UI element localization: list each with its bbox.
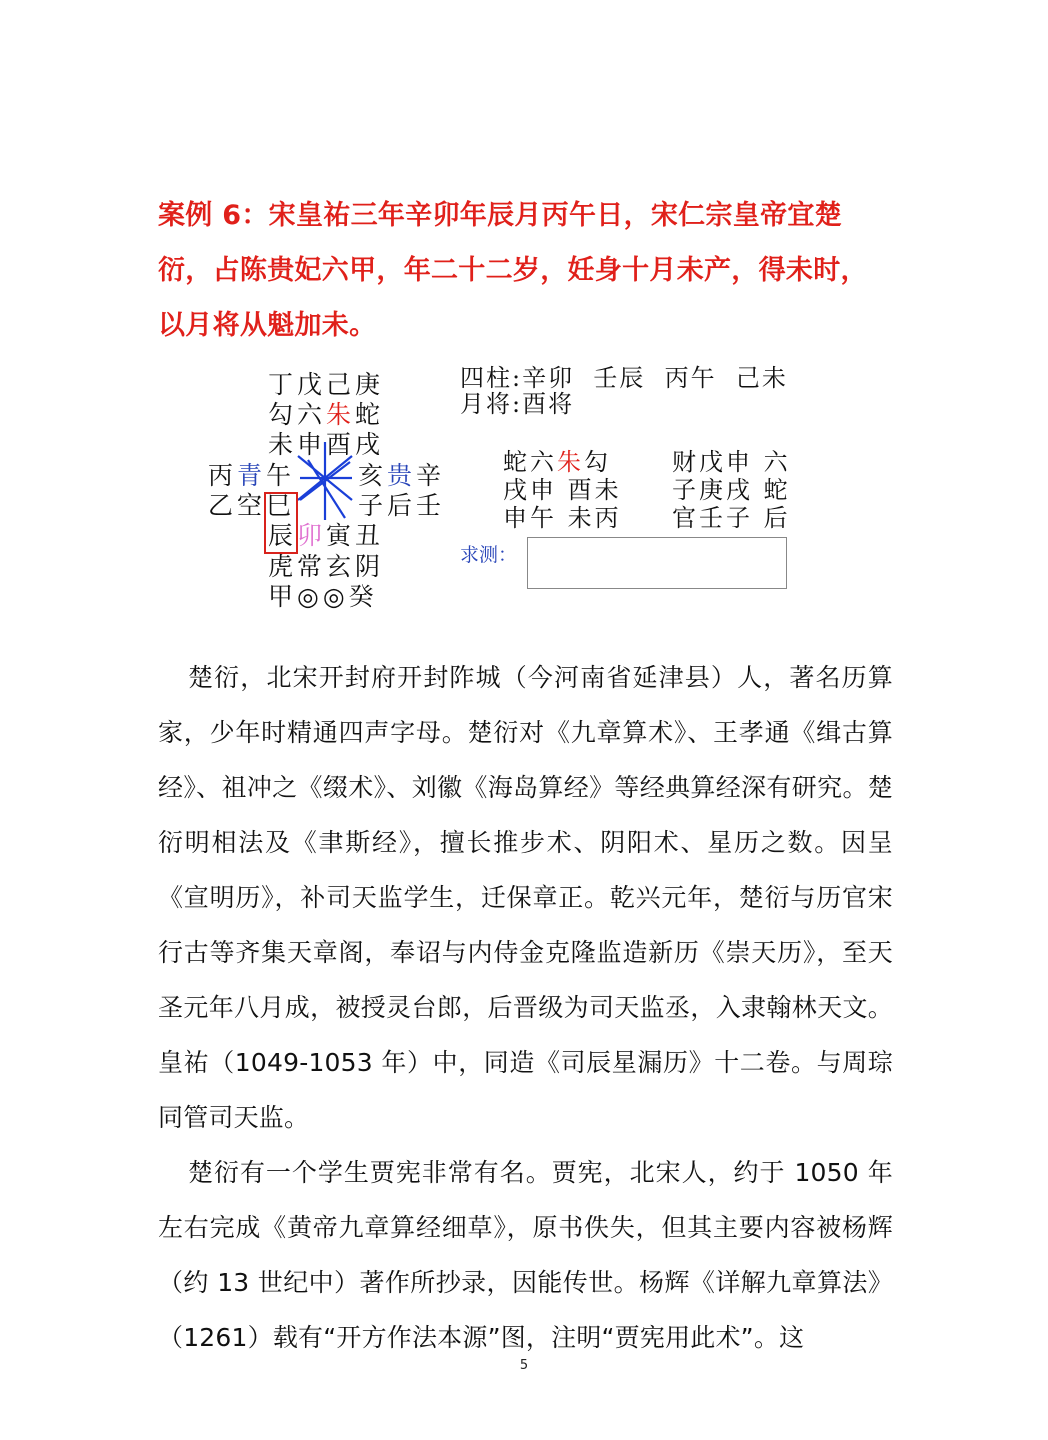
chart-row-3: 未申酉戌 xyxy=(268,430,385,459)
chart-row-4-right: 亥贵辛 xyxy=(358,461,446,490)
chart-row-5-right: 子后壬 xyxy=(358,491,446,520)
chart-row-2: 勾六朱蛇 xyxy=(268,400,385,429)
month-general: 月将:酉将 xyxy=(460,390,575,418)
paragraph-2: 楚衍有一个学生贾宪非常有名。贾宪，北宋人，约于 1050 年左右完成《黄帝九章算经细草》，原书佚失，但其主要内容被杨辉（约 13 世纪中）著作所抄录，因能传世。杨辉《详解九章算法》（1261）载有“开方作法本源”图，注明“贾宪用此术”。这 xyxy=(158,1158,893,1352)
three-transmissions: 财戊申 六 子庚戌 蛇 官壬子 后 xyxy=(672,448,791,532)
paragraph-1: 楚衍，北宋开封府开封阼城（今河南省延津县）人，著名历算家，少年时精通四声字母。楚衍对《九章算术》、王孝通《缉古算经》、祖冲之《缀术》、刘徽《海岛算经》等经典算经深有研究。楚衍明相法及《聿斯经》，擅长推步术、阴阳术、星历之数。因呈《宣明历》，补司天监学生，迁保章正。乾兴元年，楚衍与历官宋行古等齐集天章阁，奉诏与内侍金克隆监造新历《崇天历》，至天圣元年八月成，被授灵台郎，后晋级为司天监丞，入隶翰林天文。皇祐（1049-1053 年）中，同造《司辰星漏历》十二卷。与周琮同管司天监。 xyxy=(158,663,893,1132)
chart-row-7: 虎常玄阴 xyxy=(268,552,385,581)
query-input-box[interactable] xyxy=(527,537,787,589)
chart-row-6: 辰卯寅丑 xyxy=(268,521,385,550)
chart-row-8: 甲◎◎癸 xyxy=(268,582,378,611)
case-title: 案例 6：宋皇祐三年辛卯年辰月丙午日，宋仁宗皇帝宜楚衍，占陈贵妃六甲，年二十二岁，妊身十月未产，得未时，以月将从魁加未。 xyxy=(158,200,868,341)
chart-row-1: 丁戊己庚 xyxy=(268,370,385,399)
chart-row-5-left: 乙空巳 xyxy=(208,491,296,520)
four-lessons: 蛇六朱勾 戌申 酉未 申午 未丙 xyxy=(503,448,622,532)
chart-row-4-left: 丙青午 xyxy=(208,461,296,490)
query-label: 求测： xyxy=(460,544,518,566)
page-number: 5 xyxy=(519,1358,529,1373)
four-pillars: 四柱:辛卯 壬辰 丙午 己未 xyxy=(460,364,788,392)
